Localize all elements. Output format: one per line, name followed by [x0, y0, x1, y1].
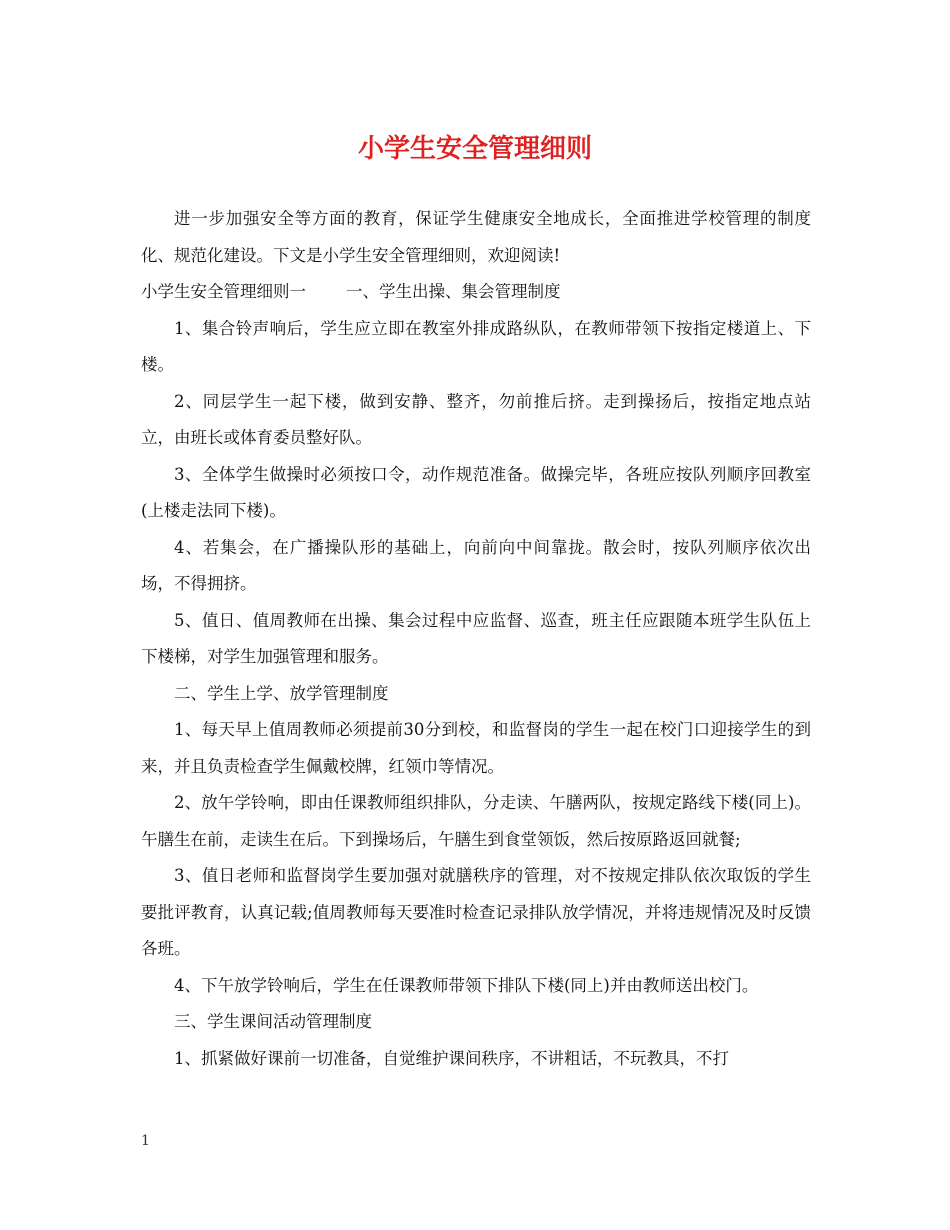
paragraph: 2、放午学铃响，即由任课教师组织排队，分走读、午膳两队，按规定路线下楼(同上)。午膳生在前，走读生在后。下到操场后，午膳生到食堂领饭，然后按原路返回就餐;	[141, 793, 811, 849]
page-number: 1	[141, 1133, 150, 1149]
paragraph: 3、值日老师和监督岗学生要加强对就膳秩序的管理，对不按规定排队依次取饭的学生要批评教育，认真记载;值周教师每天要准时检查记录排队放学情况，并将违规情况及时反馈各班。	[141, 866, 811, 958]
paragraph: 1、抓紧做好课前一切准备，自觉维护课间秩序，不讲粗话，不玩教具，不打	[174, 1048, 729, 1068]
intro-paragraph: 进一步加强安全等方面的教育，保证学生健康安全地成长，全面推进学校管理的制度化、规范化建设。下文是小学生安全管理细则，欢迎阅读!	[141, 209, 811, 265]
paragraph: 4、下午放学铃响后，学生在任课教师带领下排队下楼(同上)并由教师送出校门。	[174, 975, 759, 995]
document-body	[141, 201, 811, 1077]
section-one-heading	[141, 274, 811, 311]
paragraph: 1、集合铃声响后，学生应立即在教室外排成路纵队，在教师带领下按指定楼道上、下楼。	[141, 318, 811, 374]
paragraph: 5、值日、值周教师在出操、集会过程中应监督、巡查，班主任应跟随本班学生队伍上下楼梯，对学生加强管理和服务。	[141, 610, 811, 666]
section-two-heading: 二、学生上学、放学管理制度	[174, 683, 389, 703]
paragraph: 4、若集会，在广播操队形的基础上，向前向中间靠拢。散会时，按队列顺序依次出场，不得拥挤。	[141, 537, 811, 593]
section-three-heading: 三、学生课间活动管理制度	[174, 1012, 372, 1031]
section-one-label: 小学生安全管理细则一	[141, 282, 306, 301]
paragraph: 3、全体学生做操时必须按口令，动作规范准备。做操完毕，各班应按队列顺序回教室(上楼走法同下楼)。	[141, 464, 811, 520]
paragraph: 2、同层学生一起下楼，做到安静、整齐，勿前推后挤。走到操扬后，按指定地点站立，由班长或体育委员整好队。	[141, 391, 811, 447]
paragraph: 1、每天早上值周教师必须提前30分到校，和监督岗的学生一起在校门口迎接学生的到来，并且负责检查学生佩戴校牌，红领巾等情况。	[141, 720, 811, 776]
section-one-title: 一、学生出操、集会管理制度	[346, 282, 561, 301]
page-title: 小学生安全管理细则	[357, 134, 592, 164]
